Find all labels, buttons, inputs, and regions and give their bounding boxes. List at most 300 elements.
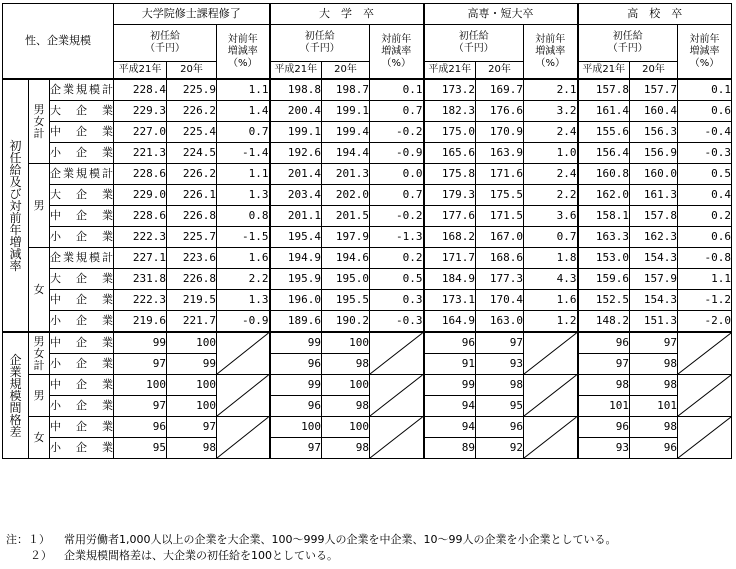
vertical-char: 及 bbox=[9, 174, 22, 189]
data-cell: 0.6 bbox=[678, 101, 732, 122]
note-number: ２） bbox=[30, 549, 52, 562]
vertical-char: 模 bbox=[9, 388, 22, 403]
data-cell: 226.1 bbox=[167, 185, 217, 206]
data-cell: 0.8 bbox=[217, 206, 270, 227]
data-cell: 173.1 bbox=[424, 290, 476, 311]
unit-label: （千円） bbox=[453, 43, 494, 54]
data-cell: 176.6 bbox=[476, 101, 524, 122]
gap-row bbox=[3, 332, 732, 354]
data-cell: 94 bbox=[424, 396, 476, 417]
sex-label-both bbox=[29, 332, 50, 375]
salary-row bbox=[3, 164, 732, 185]
data-cell: 1.1 bbox=[217, 79, 270, 101]
rate-header bbox=[678, 25, 732, 80]
vertical-char: 給 bbox=[9, 162, 22, 177]
diagonal-line bbox=[370, 417, 423, 458]
data-cell: 2.2 bbox=[217, 269, 270, 290]
data-cell: 98 bbox=[322, 354, 370, 375]
vertical-char: 任 bbox=[9, 150, 22, 165]
data-cell: 156.9 bbox=[630, 143, 678, 164]
data-cell: 228.6 bbox=[114, 164, 167, 185]
data-cell: 201.5 bbox=[322, 206, 370, 227]
data-cell: 94 bbox=[424, 417, 476, 438]
data-cell: -0.9 bbox=[370, 143, 424, 164]
size-label: 中 企 業 bbox=[50, 417, 114, 438]
year-header: 平成21年 bbox=[270, 62, 322, 80]
size-label: 大 企 業 bbox=[50, 269, 114, 290]
empty-diagonal-cell bbox=[370, 375, 424, 417]
education-header: 高 校 卒 bbox=[578, 4, 732, 25]
data-cell: 161.3 bbox=[630, 185, 678, 206]
data-cell: 100 bbox=[322, 375, 370, 396]
data-cell: 175.5 bbox=[476, 185, 524, 206]
vertical-char: 格 bbox=[9, 412, 22, 427]
vertical-char: 間 bbox=[9, 400, 22, 415]
salary-header bbox=[114, 25, 217, 62]
vertical-char: 業 bbox=[9, 364, 22, 379]
data-cell: 100 bbox=[114, 375, 167, 396]
size-label: 小 企 業 bbox=[50, 396, 114, 417]
data-cell: 154.3 bbox=[630, 248, 678, 269]
note-line bbox=[6, 548, 616, 564]
diagonal-line bbox=[217, 333, 269, 374]
size-label: 小 企 業 bbox=[50, 354, 114, 375]
rate-label: 増減率 bbox=[381, 45, 412, 57]
size-label: 企業規模計 bbox=[50, 79, 114, 101]
vertical-char: 女 bbox=[33, 114, 45, 128]
empty-diagonal-cell bbox=[217, 375, 270, 417]
data-cell: 97 bbox=[476, 332, 524, 354]
salary-header bbox=[578, 25, 678, 62]
data-cell: 195.9 bbox=[270, 269, 322, 290]
gap-row bbox=[3, 438, 732, 459]
data-cell: 199.4 bbox=[322, 122, 370, 143]
vertical-char: 年 bbox=[9, 222, 22, 237]
data-cell: 224.5 bbox=[167, 143, 217, 164]
sex-label-both bbox=[29, 79, 50, 164]
header-row-education bbox=[3, 4, 732, 25]
empty-diagonal-cell bbox=[524, 375, 578, 417]
data-cell: 4.3 bbox=[524, 269, 578, 290]
rate-label: 対前年 bbox=[689, 33, 720, 45]
empty-diagonal-cell bbox=[217, 417, 270, 459]
data-cell: 100 bbox=[167, 375, 217, 396]
data-cell: 156.3 bbox=[630, 122, 678, 143]
data-cell: 192.6 bbox=[270, 143, 322, 164]
vertical-char: 女 bbox=[33, 346, 45, 360]
data-cell: -0.4 bbox=[678, 122, 732, 143]
data-cell: 1.6 bbox=[217, 248, 270, 269]
data-cell: 160.4 bbox=[630, 101, 678, 122]
data-cell: 194.9 bbox=[270, 248, 322, 269]
data-cell: 0.4 bbox=[678, 185, 732, 206]
data-cell: 100 bbox=[167, 396, 217, 417]
size-label: 企業規模計 bbox=[50, 164, 114, 185]
data-cell: 198.7 bbox=[322, 79, 370, 101]
data-cell: 177.3 bbox=[476, 269, 524, 290]
data-cell: 222.3 bbox=[114, 227, 167, 248]
data-cell: 201.1 bbox=[270, 206, 322, 227]
year-header: 20年 bbox=[476, 62, 524, 80]
data-cell: 3.6 bbox=[524, 206, 578, 227]
salary-row bbox=[3, 248, 732, 269]
diagonal-line bbox=[217, 417, 269, 458]
data-cell: 98 bbox=[476, 375, 524, 396]
data-cell: 202.0 bbox=[322, 185, 370, 206]
data-cell: 95 bbox=[476, 396, 524, 417]
rate-header bbox=[370, 25, 424, 80]
sex-label-male: 男 bbox=[29, 164, 50, 248]
data-cell: 168.2 bbox=[424, 227, 476, 248]
data-cell: 157.8 bbox=[630, 206, 678, 227]
data-cell: 222.3 bbox=[114, 290, 167, 311]
data-cell: 99 bbox=[424, 375, 476, 396]
data-cell: 175.8 bbox=[424, 164, 476, 185]
data-cell: 162.3 bbox=[630, 227, 678, 248]
year-header: 20年 bbox=[322, 62, 370, 80]
data-cell: 97 bbox=[114, 396, 167, 417]
year-header: 20年 bbox=[167, 62, 217, 80]
data-cell: 197.9 bbox=[322, 227, 370, 248]
data-cell: 2.4 bbox=[524, 164, 578, 185]
data-cell: 195.4 bbox=[270, 227, 322, 248]
sex-label-female: 女 bbox=[29, 417, 50, 459]
rate-label: 対前年 bbox=[535, 33, 566, 45]
salary-row bbox=[3, 206, 732, 227]
empty-diagonal-cell bbox=[217, 332, 270, 375]
data-cell: 164.9 bbox=[424, 311, 476, 333]
data-cell: 195.5 bbox=[322, 290, 370, 311]
data-cell: 96 bbox=[270, 396, 322, 417]
data-cell: 171.7 bbox=[424, 248, 476, 269]
education-header: 大 学 卒 bbox=[270, 4, 424, 25]
rate-label: 対前年 bbox=[227, 33, 258, 45]
data-cell: 163.3 bbox=[578, 227, 630, 248]
size-label: 中 企 業 bbox=[50, 332, 114, 354]
salary-row bbox=[3, 122, 732, 143]
data-cell: 225.7 bbox=[167, 227, 217, 248]
vertical-char: 企 bbox=[9, 352, 22, 367]
data-cell: 201.3 bbox=[322, 164, 370, 185]
data-cell: 97 bbox=[167, 417, 217, 438]
data-cell: 158.1 bbox=[578, 206, 630, 227]
data-cell: 97 bbox=[630, 332, 678, 354]
vertical-char: 前 bbox=[9, 210, 22, 225]
data-cell: 1.0 bbox=[524, 143, 578, 164]
salary-label: 初任給 bbox=[458, 31, 489, 42]
diagonal-line bbox=[370, 333, 423, 374]
rate-label: （%） bbox=[227, 57, 258, 69]
data-cell: 198.8 bbox=[270, 79, 322, 101]
vertical-char: 規 bbox=[9, 376, 22, 391]
rate-label: （%） bbox=[689, 57, 720, 69]
diagonal-line bbox=[678, 375, 731, 416]
size-label: 企業規模計 bbox=[50, 248, 114, 269]
data-cell: 1.4 bbox=[217, 101, 270, 122]
data-cell: 228.4 bbox=[114, 79, 167, 101]
vertical-char: 初 bbox=[9, 138, 22, 153]
unit-label: （千円） bbox=[299, 43, 340, 54]
unit-label: （千円） bbox=[607, 43, 648, 54]
data-cell: 1.8 bbox=[524, 248, 578, 269]
size-label: 小 企 業 bbox=[50, 143, 114, 164]
data-cell: 96 bbox=[424, 332, 476, 354]
rate-label: 対前年 bbox=[381, 33, 412, 45]
section-label-salary bbox=[3, 79, 29, 332]
data-cell: 1.6 bbox=[524, 290, 578, 311]
data-cell: 98 bbox=[630, 375, 678, 396]
data-cell: 223.6 bbox=[167, 248, 217, 269]
education-header: 高専・短大卒 bbox=[424, 4, 578, 25]
data-cell: 0.2 bbox=[678, 206, 732, 227]
data-cell: 179.3 bbox=[424, 185, 476, 206]
data-cell: 231.8 bbox=[114, 269, 167, 290]
data-cell: 169.7 bbox=[476, 79, 524, 101]
diagonal-line bbox=[678, 333, 731, 374]
salary-row bbox=[3, 227, 732, 248]
data-cell: 161.4 bbox=[578, 101, 630, 122]
empty-diagonal-cell bbox=[370, 332, 424, 375]
diagonal-line bbox=[524, 375, 577, 416]
data-cell: 189.6 bbox=[270, 311, 322, 333]
data-cell: 93 bbox=[476, 354, 524, 375]
data-cell: -0.2 bbox=[370, 122, 424, 143]
data-cell: -0.3 bbox=[370, 311, 424, 333]
data-cell: 101 bbox=[578, 396, 630, 417]
data-cell: 167.0 bbox=[476, 227, 524, 248]
data-cell: -0.3 bbox=[678, 143, 732, 164]
rate-label: （%） bbox=[381, 57, 411, 69]
data-cell: 165.6 bbox=[424, 143, 476, 164]
data-cell: 0.3 bbox=[370, 290, 424, 311]
data-cell: 98 bbox=[630, 354, 678, 375]
data-cell: 0.0 bbox=[370, 164, 424, 185]
data-cell: 96 bbox=[114, 417, 167, 438]
data-cell: 171.6 bbox=[476, 164, 524, 185]
diagonal-line bbox=[524, 333, 577, 374]
data-cell: 201.4 bbox=[270, 164, 322, 185]
note-number: 注：１） bbox=[6, 533, 50, 546]
data-cell: 92 bbox=[476, 438, 524, 459]
size-label: 中 企 業 bbox=[50, 122, 114, 143]
salary-label: 初任給 bbox=[304, 31, 335, 42]
vertical-char: 率 bbox=[9, 258, 22, 273]
diagonal-line bbox=[370, 375, 423, 416]
data-cell: 96 bbox=[578, 332, 630, 354]
rate-label: 増減率 bbox=[689, 45, 720, 57]
data-cell: 194.6 bbox=[322, 248, 370, 269]
salary-row bbox=[3, 311, 732, 333]
rate-header bbox=[524, 25, 578, 80]
vertical-char: 男 bbox=[33, 102, 45, 116]
sex-label-male: 男 bbox=[29, 375, 50, 417]
data-cell: 160.8 bbox=[578, 164, 630, 185]
data-cell: -1.3 bbox=[370, 227, 424, 248]
data-cell: 1.1 bbox=[678, 269, 732, 290]
data-cell: 96 bbox=[578, 417, 630, 438]
data-cell: 226.2 bbox=[167, 101, 217, 122]
data-cell: 98 bbox=[322, 438, 370, 459]
data-cell: 163.9 bbox=[476, 143, 524, 164]
size-label: 中 企 業 bbox=[50, 206, 114, 227]
data-cell: 0.7 bbox=[370, 101, 424, 122]
data-cell: 91 bbox=[424, 354, 476, 375]
data-cell: 173.2 bbox=[424, 79, 476, 101]
data-cell: -2.0 bbox=[678, 311, 732, 333]
data-cell: 89 bbox=[424, 438, 476, 459]
data-cell: 101 bbox=[630, 396, 678, 417]
data-cell: 199.1 bbox=[270, 122, 322, 143]
vertical-char: 差 bbox=[9, 424, 22, 439]
year-header: 平成21年 bbox=[424, 62, 476, 80]
data-cell: 98 bbox=[578, 375, 630, 396]
data-cell: 1.1 bbox=[217, 164, 270, 185]
data-cell: 225.4 bbox=[167, 122, 217, 143]
vertical-char: 増 bbox=[9, 234, 22, 249]
data-cell: 171.5 bbox=[476, 206, 524, 227]
data-cell: 170.9 bbox=[476, 122, 524, 143]
data-cell: -0.9 bbox=[217, 311, 270, 333]
data-cell: 2.1 bbox=[524, 79, 578, 101]
data-cell: 157.7 bbox=[630, 79, 678, 101]
empty-diagonal-cell bbox=[678, 332, 732, 375]
data-cell: 1.2 bbox=[524, 311, 578, 333]
salary-header bbox=[424, 25, 524, 62]
data-cell: 221.7 bbox=[167, 311, 217, 333]
gap-row bbox=[3, 375, 732, 396]
data-cell: 98 bbox=[322, 396, 370, 417]
note-line bbox=[6, 532, 616, 548]
data-cell: -1.5 bbox=[217, 227, 270, 248]
vertical-char: 計 bbox=[33, 126, 45, 140]
data-cell: 229.0 bbox=[114, 185, 167, 206]
data-cell: 229.3 bbox=[114, 101, 167, 122]
data-cell: 2.2 bbox=[524, 185, 578, 206]
empty-diagonal-cell bbox=[370, 417, 424, 459]
size-label: 中 企 業 bbox=[50, 375, 114, 396]
data-cell: 1.3 bbox=[217, 185, 270, 206]
data-cell: 95 bbox=[114, 438, 167, 459]
data-cell: 98 bbox=[167, 438, 217, 459]
data-cell: 154.3 bbox=[630, 290, 678, 311]
data-cell: 200.4 bbox=[270, 101, 322, 122]
data-cell: 162.0 bbox=[578, 185, 630, 206]
data-cell: 163.0 bbox=[476, 311, 524, 333]
data-cell: 175.0 bbox=[424, 122, 476, 143]
data-cell: 97 bbox=[114, 354, 167, 375]
salary-label: 初任給 bbox=[612, 31, 643, 42]
data-cell: 0.7 bbox=[217, 122, 270, 143]
data-cell: 219.5 bbox=[167, 290, 217, 311]
data-cell: 100 bbox=[322, 332, 370, 354]
data-cell: 159.6 bbox=[578, 269, 630, 290]
gap-row bbox=[3, 417, 732, 438]
diagonal-line bbox=[217, 375, 269, 416]
data-cell: 203.4 bbox=[270, 185, 322, 206]
data-cell: 199.1 bbox=[322, 101, 370, 122]
empty-diagonal-cell bbox=[678, 417, 732, 459]
data-cell: 182.3 bbox=[424, 101, 476, 122]
diagonal-line bbox=[678, 417, 731, 458]
size-label: 中 企 業 bbox=[50, 290, 114, 311]
data-cell: 3.2 bbox=[524, 101, 578, 122]
vertical-char: 減 bbox=[9, 246, 22, 261]
data-cell: -0.2 bbox=[370, 206, 424, 227]
data-cell: 100 bbox=[167, 332, 217, 354]
salary-row bbox=[3, 79, 732, 101]
data-cell: 0.1 bbox=[370, 79, 424, 101]
size-label: 小 企 業 bbox=[50, 227, 114, 248]
size-label: 大 企 業 bbox=[50, 101, 114, 122]
section-label-gap bbox=[3, 332, 29, 459]
data-cell: 100 bbox=[322, 417, 370, 438]
data-cell: 196.0 bbox=[270, 290, 322, 311]
rate-label: 増減率 bbox=[227, 45, 258, 57]
data-cell: 195.0 bbox=[322, 269, 370, 290]
data-cell: 0.6 bbox=[678, 227, 732, 248]
data-cell: 98 bbox=[630, 417, 678, 438]
data-cell: 100 bbox=[270, 417, 322, 438]
salary-row bbox=[3, 185, 732, 206]
data-cell: 1.3 bbox=[217, 290, 270, 311]
data-cell: 227.0 bbox=[114, 122, 167, 143]
data-cell: 160.0 bbox=[630, 164, 678, 185]
data-cell: 226.2 bbox=[167, 164, 217, 185]
data-cell: 153.0 bbox=[578, 248, 630, 269]
data-cell: 219.6 bbox=[114, 311, 167, 333]
size-label: 大 企 業 bbox=[50, 185, 114, 206]
data-cell: 148.2 bbox=[578, 311, 630, 333]
starting-salary-table bbox=[2, 3, 732, 459]
year-header: 平成21年 bbox=[114, 62, 167, 80]
vertical-char: 対 bbox=[9, 198, 22, 213]
data-cell: 96 bbox=[476, 417, 524, 438]
data-cell: 93 bbox=[578, 438, 630, 459]
salary-label: 初任給 bbox=[150, 31, 180, 42]
data-cell: 0.1 bbox=[678, 79, 732, 101]
data-cell: 0.7 bbox=[524, 227, 578, 248]
year-header: 20年 bbox=[630, 62, 678, 80]
data-cell: -1.4 bbox=[217, 143, 270, 164]
data-cell: 2.4 bbox=[524, 122, 578, 143]
data-cell: 99 bbox=[114, 332, 167, 354]
year-header: 平成21年 bbox=[578, 62, 630, 80]
rate-header bbox=[217, 25, 270, 80]
data-cell: 190.2 bbox=[322, 311, 370, 333]
data-cell: -1.2 bbox=[678, 290, 732, 311]
data-cell: 97 bbox=[578, 354, 630, 375]
data-cell: 0.5 bbox=[370, 269, 424, 290]
note-text: 常用労働者1,000人以上の企業を大企業、100～999人の企業を中企業、10～99人の企業を小企業としている。 bbox=[64, 533, 617, 546]
data-cell: 184.9 bbox=[424, 269, 476, 290]
data-cell: 155.6 bbox=[578, 122, 630, 143]
education-header: 大学院修士課程修了 bbox=[114, 4, 270, 25]
data-cell: 97 bbox=[270, 438, 322, 459]
data-cell: 226.8 bbox=[167, 206, 217, 227]
data-cell: 228.6 bbox=[114, 206, 167, 227]
vertical-char: び bbox=[9, 186, 22, 201]
salary-header bbox=[270, 25, 370, 62]
rate-label: 増減率 bbox=[535, 45, 566, 57]
data-cell: 99 bbox=[270, 332, 322, 354]
empty-diagonal-cell bbox=[678, 375, 732, 417]
data-cell: 151.3 bbox=[630, 311, 678, 333]
data-cell: 96 bbox=[270, 354, 322, 375]
data-cell: 0.2 bbox=[370, 248, 424, 269]
data-cell: 156.4 bbox=[578, 143, 630, 164]
sex-label-female: 女 bbox=[29, 248, 50, 333]
data-cell: 226.8 bbox=[167, 269, 217, 290]
